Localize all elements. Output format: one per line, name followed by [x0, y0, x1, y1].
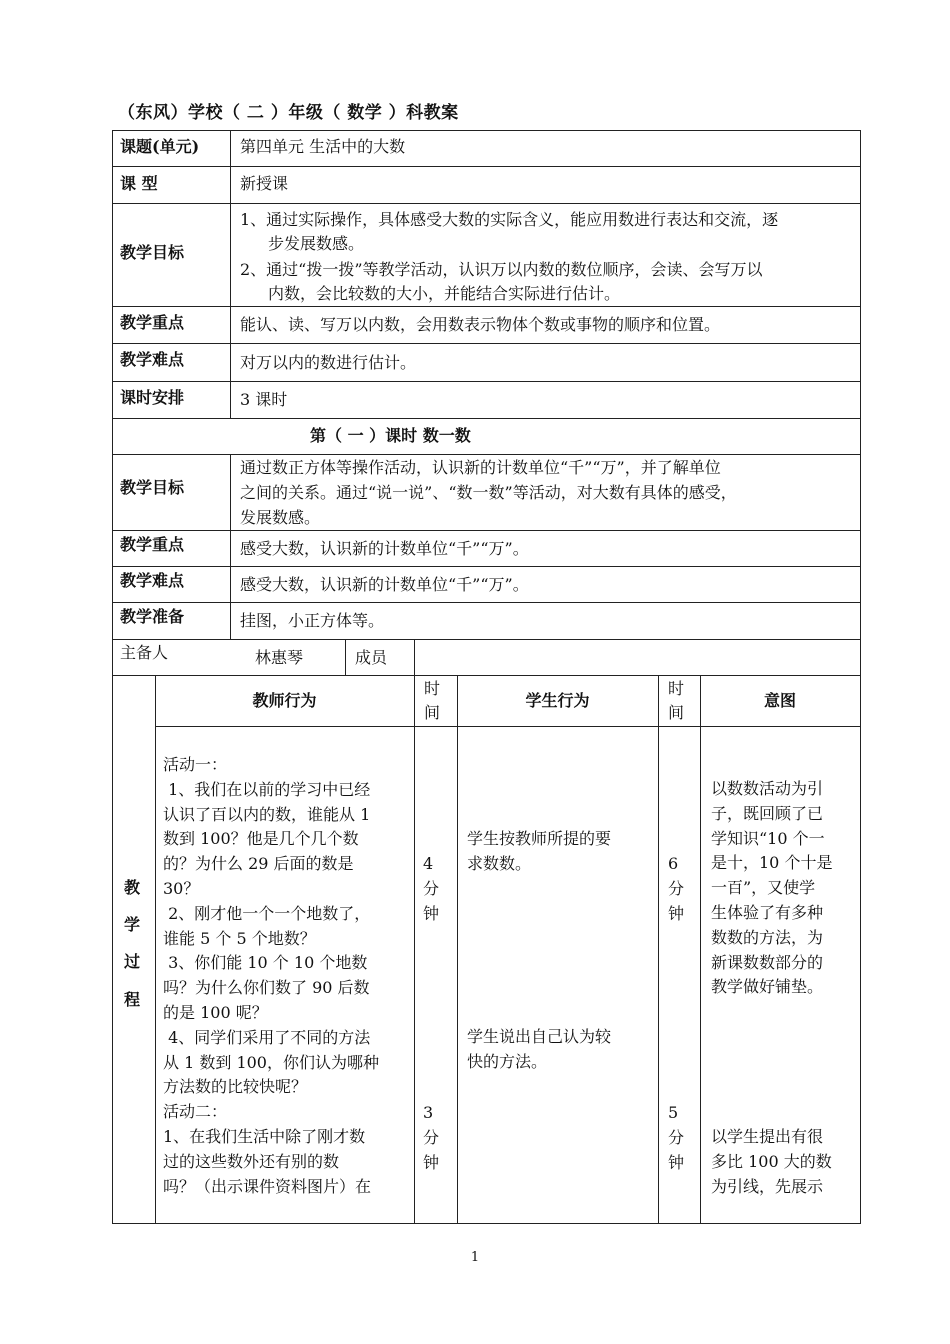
teacher-line: 从 1 数到 100，你们认为哪种	[163, 1052, 379, 1072]
process-side-char: 程	[124, 990, 141, 1009]
teacher-line: 的是 100 呢？	[163, 1002, 268, 1022]
teacher-line: 3、你们能 10 个 10 个地数	[163, 953, 368, 973]
time2-char: 分	[668, 879, 685, 898]
schedule-label: 课时安排	[120, 388, 185, 407]
teacher-line: 方法数的比较快呢？	[163, 1077, 308, 1097]
time2-char: 分	[668, 1128, 685, 1147]
lesson-difficulty-value: 感受大数，认识新的计数单位“千”“万”。	[240, 575, 529, 594]
student-line: 求数数。	[467, 853, 532, 873]
unit-difficulty-label: 教学难点	[120, 350, 185, 369]
process-side-char: 过	[124, 952, 141, 971]
unit-goal-label: 教学目标	[120, 243, 185, 262]
teacher-line: 1、在我们生活中除了刚才数	[163, 1126, 366, 1146]
intent-block-a	[711, 777, 832, 1000]
teacher-line: 谁能 5 个 5 个地数？	[163, 928, 316, 948]
student-block-b	[467, 1025, 611, 1075]
intent-line: 教学做好铺垫。	[711, 977, 824, 997]
teacher-line: 活动一：	[163, 755, 228, 774]
header-time1-a: 时	[424, 679, 441, 698]
intent-line: 以数数活动为引	[711, 779, 824, 798]
unit-goal-1b: 步发展数感。	[268, 234, 365, 253]
time1-char: 4	[423, 854, 434, 873]
document-title: （东风）学校（ 二 ）年级（ 数学 ）科教案	[118, 103, 459, 123]
intent-line: 是十，10 个十是	[711, 853, 833, 873]
prep-label: 教学准备	[120, 607, 185, 626]
time1-char: 钟	[423, 1153, 440, 1172]
unit-goal-2a: 2、通过“拨一拨”等教学活动，认识万以内数的数位顺序，会读、会写万以	[240, 260, 763, 279]
teacher-line: 30？	[163, 878, 200, 898]
lesson-focus-value: 感受大数，认识新的计数单位“千”“万”。	[240, 539, 529, 558]
time2-block-b	[668, 1100, 684, 1175]
time1-char: 分	[423, 879, 440, 898]
time1-block-b	[423, 1100, 439, 1175]
header-teacher: 教师行为	[252, 691, 317, 710]
header-student: 学生行为	[525, 691, 590, 710]
process-side-char: 教	[124, 878, 141, 897]
header-time2-a: 时	[668, 679, 685, 698]
intent-line: 多比 100 大的数	[711, 1151, 832, 1171]
lesson-difficulty-label: 教学难点	[120, 571, 185, 590]
time1-block-a	[423, 851, 439, 926]
intent-line: 子，既回顾了已	[711, 803, 824, 823]
unit-focus-value: 能认、读、写万以内数，会用数表示物体个数或事物的顺序和位置。	[240, 315, 721, 334]
process-side-char: 学	[124, 915, 141, 934]
time1-char: 分	[423, 1128, 440, 1147]
teacher-line: 认识了百以内的数，谁能从 1	[163, 804, 371, 824]
intent-line: 为引线，先展示	[711, 1176, 824, 1196]
lesson-goal-line1: 通过数正方体等操作活动，认识新的计数单位“千”“万”，并了解单位	[240, 458, 721, 477]
intent-block-b	[711, 1125, 832, 1199]
time1-char: 钟	[423, 904, 440, 923]
lesson-goal-line3: 发展数感。	[240, 508, 321, 527]
time2-block-a	[668, 851, 684, 926]
student-line: 学生按教师所提的要	[467, 829, 612, 848]
unit-goal-2b: 内数，会比较数的大小，并能结合实际进行估计。	[268, 284, 621, 303]
teacher-line: 吗？（出示课件资料图片）在	[163, 1176, 372, 1196]
page-number: 1	[470, 1250, 480, 1265]
unit-focus-label: 教学重点	[120, 313, 185, 332]
teacher-line: 吗？为什么你们数了 90 后数	[163, 978, 370, 998]
teacher-line: 2、刚才他一个一个地数了，	[163, 903, 371, 923]
intent-line: 一百”，又使学	[711, 878, 816, 898]
time2-char: 6	[668, 854, 679, 873]
teacher-line: 的？为什么 29 后面的数是	[163, 854, 354, 874]
unit-difficulty-value: 对万以内的数进行估计。	[240, 353, 417, 372]
time2-char: 钟	[668, 1153, 685, 1172]
preparer-label: 主备人	[120, 643, 169, 662]
intent-line: 学知识“10 个一	[711, 828, 825, 848]
type-value: 新授课	[240, 174, 289, 193]
teacher-line: 数到 100？他是几个几个数	[163, 829, 359, 849]
time2-char: 钟	[668, 904, 685, 923]
lesson-goal-line2: 之间的关系。通过“说一说”、“数一数”等活动，对大数有具体的感受，	[240, 483, 737, 502]
teacher-actions	[163, 753, 413, 1199]
lesson-heading: 第（ 一 ）课时 数一数	[310, 426, 471, 445]
prep-value: 挂图，小正方体等。	[240, 611, 385, 630]
lesson-focus-label: 教学重点	[120, 535, 185, 554]
teacher-line: 1、我们在以前的学习中已经	[163, 779, 371, 799]
intent-line: 生体验了有多种	[711, 902, 824, 922]
members-label: 成员	[355, 648, 388, 667]
student-line: 快的方法。	[467, 1051, 548, 1071]
teacher-line: 4、同学们采用了不同的方法	[163, 1027, 371, 1047]
intent-line: 数数的方法，为	[711, 927, 824, 947]
header-time1-b: 间	[424, 703, 441, 722]
header-intent: 意图	[763, 691, 796, 710]
student-line: 学生说出自己认为较	[467, 1027, 612, 1046]
intent-line: 以学生提出有很	[711, 1127, 824, 1146]
type-label: 课 型	[120, 174, 158, 193]
intent-line: 新课数数部分的	[711, 952, 824, 972]
topic-label: 课题(单元)	[120, 137, 200, 156]
schedule-value: 3 课时	[240, 390, 288, 409]
unit-goal-1a: 1、通过实际操作，具体感受大数的实际含义，能应用数进行表达和交流，逐	[240, 210, 779, 229]
header-time2-b: 间	[668, 703, 685, 722]
topic-value: 第四单元 生活中的大数	[240, 137, 406, 156]
time1-char: 3	[423, 1103, 434, 1122]
time2-char: 5	[668, 1103, 679, 1122]
teacher-line: 活动二：	[163, 1102, 228, 1122]
teacher-line: 过的这些数外还有别的数	[163, 1151, 340, 1171]
lesson-goal-label: 教学目标	[120, 478, 185, 497]
student-block-a	[467, 827, 611, 877]
preparer-name: 林惠琴	[255, 648, 304, 667]
